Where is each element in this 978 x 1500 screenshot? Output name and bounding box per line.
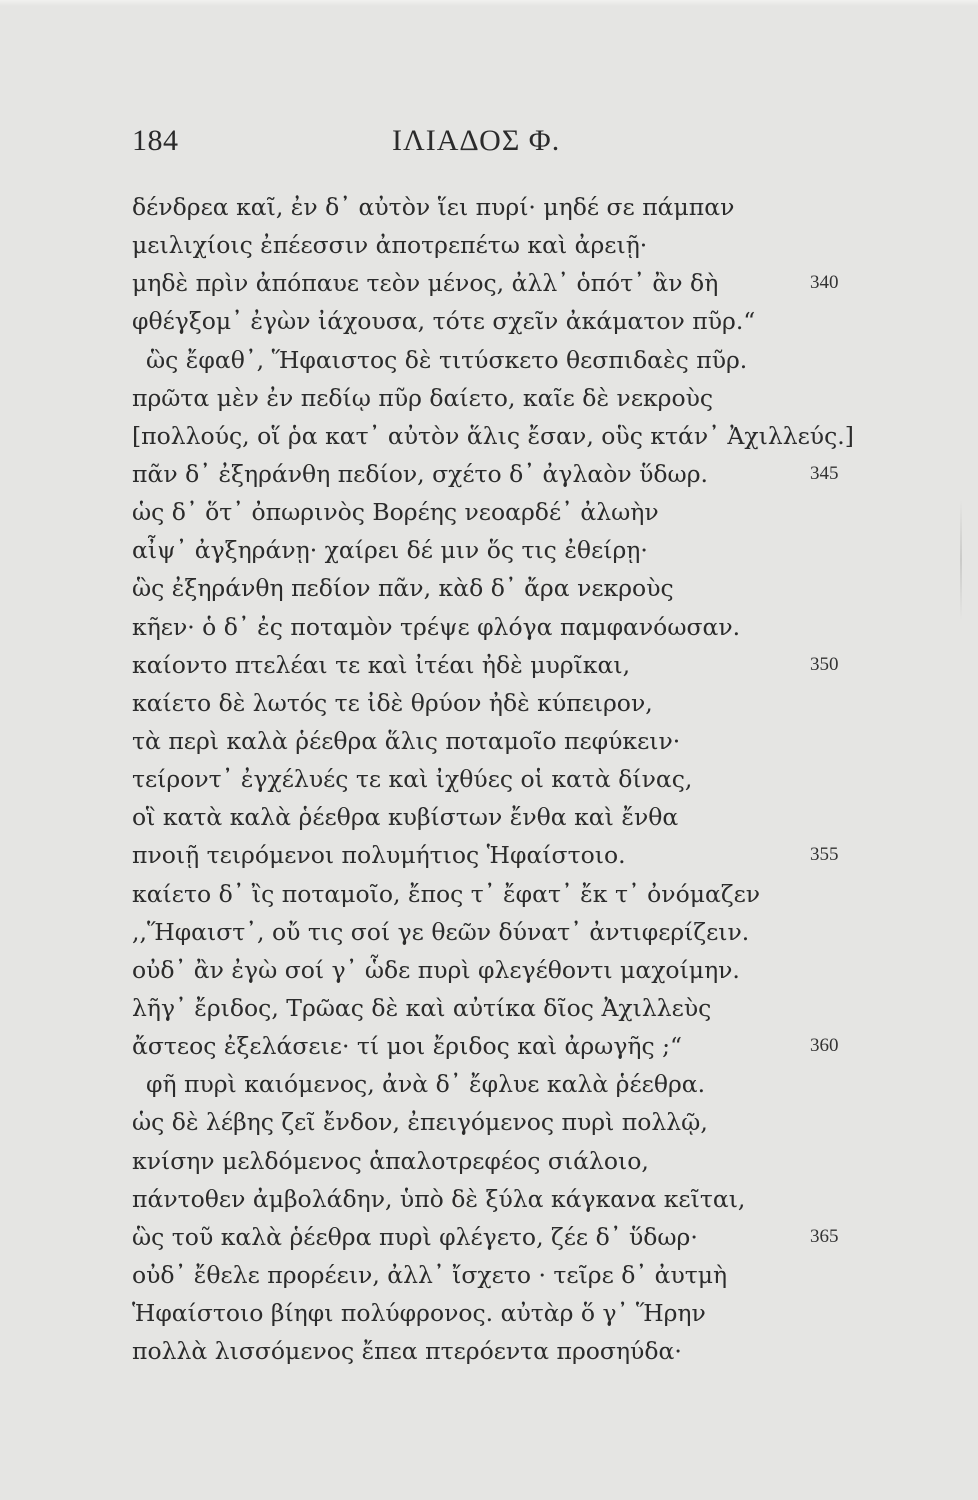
verse-line-text: λῆγ᾿ ἔριδος, Τρῶας δὲ καὶ αὐτίκα δῖος Ἀχιλλεὺς xyxy=(132,993,712,1022)
verse-line-number: 345 xyxy=(810,462,839,484)
verse-line-text: καίετο δ᾿ ἲς ποταμοῖο, ἔπος τ᾿ ἔφατ᾿ ἔκ τ᾿ ὀνόμαζεν xyxy=(132,879,761,908)
verse-line xyxy=(132,913,852,951)
verse-line xyxy=(132,341,852,379)
verse-line-number: 340 xyxy=(810,272,839,294)
verse-line xyxy=(132,1256,852,1294)
binding-shadow xyxy=(960,500,962,620)
verse-line-text: πρῶτα μὲν ἐν πεδίῳ πῦρ δαίετο, καῖε δὲ νεκροὺς xyxy=(132,383,714,412)
verse-line xyxy=(132,455,852,493)
verse-line xyxy=(132,760,852,798)
verse-line-text: ὡς δὲ λέβης ζεῖ ἔνδον, ἐπειγόμενος πυρὶ πολλῷ, xyxy=(132,1108,708,1137)
verse-line xyxy=(132,264,852,302)
verse-line-text: οἳ κατὰ καλὰ ῥέεθρα κυβίστων ἔνθα καὶ ἔνθα xyxy=(132,803,679,832)
verse-line-text: ὣς ἔφαθ᾿, Ἥφαιστος δὲ τιτύσκετο θεσπιδαὲς πῦρ. xyxy=(146,345,748,374)
verse-line-text: οὐδ᾿ ἂν ἐγὼ σοί γ᾿ ὧδε πυρὶ φλεγέθοντι μαχοίμην. xyxy=(132,955,740,984)
verse-line xyxy=(132,646,852,684)
verse-line xyxy=(132,1027,852,1065)
verse-line-text: αἶψ᾿ ἀγξηράνῃ· χαίρει δέ μιν ὅς τις ἐθείρῃ· xyxy=(132,536,648,565)
verse-line-text: πολλὰ λισσόμενος ἔπεα πτερόεντα προσηύδα· xyxy=(132,1337,682,1366)
verse-line-number: 365 xyxy=(810,1225,839,1247)
verse-line xyxy=(132,302,852,340)
verse-line-text: ὡς δ᾿ ὅτ᾿ ὀπωρινὸς Βορέης νεοαρδέ᾿ ἀλωὴν xyxy=(132,498,659,527)
verse-line xyxy=(132,531,852,569)
verse-line xyxy=(132,493,852,531)
verse-line xyxy=(132,226,852,264)
verse-line xyxy=(132,1218,852,1256)
verse-line-text: οὐδ᾿ ἔθελε προρέειν, ἀλλ᾿ ἴσχετο · τεῖρε δ᾿ ἀυτμὴ xyxy=(132,1260,728,1289)
verse-text-block xyxy=(132,188,852,1370)
verse-line-text: ὣς ἐξηράνθη πεδίον πᾶν, κὰδ δ᾿ ἄρα νεκροὺς xyxy=(132,574,674,603)
verse-line-text: ,,Ἥφαιστ᾿, οὔ τις σοί γε θεῶν δύνατ᾿ ἀντιφερίζειν. xyxy=(132,917,750,946)
verse-line-text: μειλιχίοις ἐπέεσσιν ἀποτρεπέτω καὶ ἀρειῇ· xyxy=(132,231,648,260)
verse-line xyxy=(132,989,852,1027)
verse-line xyxy=(132,188,852,226)
verse-line-text: τὰ περὶ καλὰ ῥέεθρα ἅλις ποταμοῖο πεφύκειν· xyxy=(132,726,681,755)
verse-line-text: φῆ πυρὶ καιόμενος, ἀνὰ δ᾿ ἔφλυε καλὰ ῥέεθρα. xyxy=(146,1070,706,1099)
verse-line-text: δένδρεα καῖ, ἐν δ᾿ αὐτὸν ἵει πυρί· μηδέ σε πάμπαν xyxy=(132,193,735,221)
verse-line xyxy=(132,722,852,760)
verse-line xyxy=(132,836,852,874)
verse-line-text: φθέγξομ᾿ ἐγὼν ἰάχουσα, τότε σχεῖν ἀκάματον πῦρ.“ xyxy=(132,307,756,336)
verse-line xyxy=(132,379,852,417)
verse-line xyxy=(132,1332,852,1370)
verse-line-text: κῆεν· ὁ δ᾿ ἐς ποταμὸν τρέψε φλόγα παμφανόωσαν. xyxy=(132,612,741,641)
verse-line-number: 355 xyxy=(810,844,839,866)
verse-line-text: πνοιῇ τειρόμενοι πολυμήτιος Ἡφαίστοιο. xyxy=(132,841,626,870)
verse-line xyxy=(132,1103,852,1141)
verse-line xyxy=(132,1294,852,1332)
verse-line-text: τείροντ᾿ ἐγχέλυές τε καὶ ἰχθύες οἱ κατὰ δίνας, xyxy=(132,765,693,794)
verse-line-text: [πολλούς, οἵ ῥα κατ᾿ αὐτὸν ἅλις ἔσαν, οὓς κτάν᾿ Ἀχιλλεύς.] xyxy=(132,421,854,450)
running-title: ΙΛΙΑΔΟΣ Φ. xyxy=(392,124,561,157)
page-top-edge xyxy=(0,0,978,6)
page-header xyxy=(0,120,978,164)
verse-line xyxy=(132,798,852,836)
verse-line xyxy=(132,1142,852,1180)
verse-line xyxy=(132,875,852,913)
verse-line-number: 360 xyxy=(810,1035,839,1057)
verse-line xyxy=(132,417,852,455)
verse-line xyxy=(132,569,852,607)
verse-line-text: καίετο δὲ λωτός τε ἰδὲ θρύον ἠδὲ κύπειρον, xyxy=(132,688,653,717)
verse-line xyxy=(132,1180,852,1218)
verse-line-text: ὣς τοῦ καλὰ ῥέεθρα πυρὶ φλέγετο, ζέε δ᾿ ὕδωρ· xyxy=(132,1222,698,1251)
verse-line-text: Ἡφαίστοιο βίηφι πολύφρονος. αὐτὰρ ὅ γ᾿ Ἥρην xyxy=(132,1299,706,1328)
verse-line-number: 350 xyxy=(810,653,839,675)
verse-line-text: πᾶν δ᾿ ἐξηράνθη πεδίον, σχέτο δ᾿ ἀγλαὸν ὕδωρ. xyxy=(132,459,709,488)
verse-line-text: πάντοθεν ἀμβολάδην, ὑπὸ δὲ ξύλα κάγκανα κεῖται, xyxy=(132,1184,746,1213)
verse-line-text: κνίσην μελδόμενος ἁπαλοτρεφέος σιάλοιο, xyxy=(132,1146,649,1175)
page-number: 184 xyxy=(132,124,179,157)
verse-line xyxy=(132,1065,852,1103)
verse-line xyxy=(132,951,852,989)
verse-line-text: ἄστεος ἐξελάσειε· τί μοι ἔριδος καὶ ἀρωγῆς ;“ xyxy=(132,1032,683,1061)
verse-line xyxy=(132,684,852,722)
verse-line-text: καίοντο πτελέαι τε καὶ ἰτέαι ἠδὲ μυρῖκαι, xyxy=(132,650,631,679)
verse-line-text: μηδὲ πρὶν ἀπόπαυε τεὸν μένος, ἀλλ᾿ ὁπότ᾿ ἂν δὴ xyxy=(132,269,719,298)
verse-line xyxy=(132,608,852,646)
